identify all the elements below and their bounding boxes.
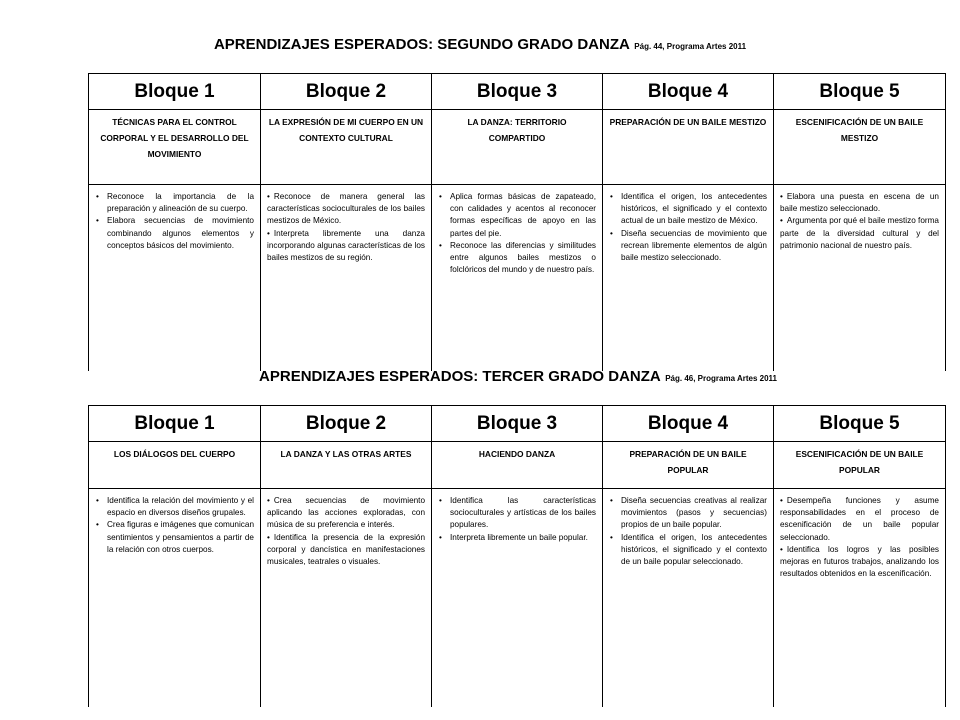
learning-outcome: Desempeña funciones y asume responsabilidades en el proceso de escenificación de un baile popular seleccionado.: [780, 496, 939, 542]
learning-outcome: • Identifica el origen, los antecedentes históricos, el significado y el contexto actual de un baile mestizo de México.: [621, 191, 767, 228]
learning-outcome: • Interpreta libremente un baile popular.: [450, 532, 596, 544]
table-tercer-grado: [88, 405, 946, 707]
bullet-icon: •: [267, 532, 270, 542]
block-heading: Bloque 4: [603, 74, 774, 110]
block-heading: Bloque 5: [774, 74, 946, 110]
learning-outcome: Interpreta libremente una danza incorporando algunas características de los bailes mestizos de su región.: [267, 228, 425, 263]
learning-outcome: • Aplica formas básicas de zapateado, con calidades y acentos al reconocer formas específicas de apoyo en las partes del pie.: [450, 191, 596, 240]
learning-outcome: • Identifica el origen, los antecedentes históricos, el significado y el contexto de un baile popular seleccionado.: [621, 532, 767, 569]
learning-outcome: • Crea figuras e imágenes que comunican sentimientos y pensamientos a partir de la relación con otros cuerpos.: [107, 519, 254, 556]
reference-tercer-grado: Pág. 46, Programa Artes 2011: [665, 374, 777, 383]
learning-outcomes-list: [95, 495, 254, 556]
learning-outcome: • Identifica las características socioculturales y artísticas de los bailes populares.: [450, 495, 596, 532]
block-heading: Bloque 2: [261, 406, 432, 442]
learning-outcome: • Identifica la relación del movimiento y el espacio en diversos diseños grupales.: [107, 495, 254, 519]
learning-outcome-paragraph: [267, 495, 425, 532]
reference-segundo-grado: Pág. 44, Programa Artes 2011: [634, 42, 747, 51]
learning-outcomes-cell: [89, 185, 261, 372]
block-heading: Bloque 1: [89, 406, 261, 442]
learning-outcomes-list: [609, 191, 767, 264]
block-theme: LA EXPRESIÓN DE MI CUERPO EN UN CONTEXTO CULTURAL: [261, 110, 432, 185]
learning-outcome-paragraph: [780, 191, 939, 215]
bullet-icon: •: [780, 192, 783, 201]
learning-outcomes-cell: [603, 185, 774, 372]
learning-outcome: • Diseña secuencias creativas al realizar movimientos (pasos y secuencias) propios de un baile popular.: [621, 495, 767, 532]
learning-outcomes-cell: [774, 185, 946, 372]
block-theme: ESCENIFICACIÓN DE UN BAILE MESTIZO: [774, 110, 946, 185]
block-header-row: [89, 74, 946, 110]
bullet-icon: •: [780, 544, 783, 554]
learning-outcome: Identifica los logros y las posibles mejoras en futuros trabajos, analizando los resultados obtenidos en la escenificación.: [780, 544, 939, 579]
block-theme: PREPARACIÓN DE UN BAILE POPULAR: [603, 442, 774, 489]
learning-outcome: • Reconoce la importancia de la preparación y alineación de su cuerpo.: [107, 191, 254, 215]
learning-outcomes-cell: [432, 489, 603, 708]
learning-outcome-paragraph: [780, 215, 939, 252]
bullet-icon: •: [267, 228, 270, 238]
block-theme: HACIENDO DANZA: [432, 442, 603, 489]
learning-outcome-paragraph: [267, 532, 425, 569]
block-heading: Bloque 4: [603, 406, 774, 442]
learning-outcomes-list: [438, 495, 596, 544]
bullet-icon: •: [780, 496, 783, 505]
learning-outcomes-row: [89, 185, 946, 372]
block-heading: Bloque 2: [261, 74, 432, 110]
block-header-row: [89, 406, 946, 442]
block-heading: Bloque 3: [432, 406, 603, 442]
learning-outcome: • Elabora secuencias de movimiento combinando algunos elementos y conceptos básicos del movimiento.: [107, 215, 254, 252]
block-theme: PREPARACIÓN DE UN BAILE MESTIZO: [603, 110, 774, 185]
learning-outcome: Identifica la presencia de la expresión corporal y dancística en manifestaciones musicales, teatrales o visuales.: [267, 532, 425, 567]
bullet-icon: •: [267, 496, 270, 505]
theme-row: [89, 110, 946, 185]
block-heading: Bloque 5: [774, 406, 946, 442]
learning-outcome-paragraph: [267, 191, 425, 228]
table-segundo-grado: [88, 73, 946, 371]
learning-outcomes-list: [438, 191, 596, 276]
learning-outcome-paragraph: [267, 228, 425, 265]
learning-outcome: Elabora una puesta en escena de un baile mestizo seleccionado.: [780, 192, 939, 214]
learning-outcome-paragraph: [780, 544, 939, 581]
learning-outcome: • Reconoce las diferencias y similitudes entre algunos bailes mestizos o folclóricos del mundo y de nuestro país.: [450, 240, 596, 277]
learning-outcomes-cell: [432, 185, 603, 372]
learning-outcomes-cell: [603, 489, 774, 708]
section-title-segundo-grado: [0, 36, 960, 54]
theme-row: [89, 442, 946, 489]
learning-outcomes-list: [95, 191, 254, 252]
learning-outcome: Crea secuencias de movimiento aplicando las acciones exploradas, con música de su preferencia e interés.: [267, 496, 425, 530]
title-segundo-grado: APRENDIZAJES ESPERADOS: SEGUNDO GRADO DANZA: [213, 36, 630, 53]
block-theme: ESCENIFICACIÓN DE UN BAILE POPULAR: [774, 442, 946, 489]
learning-outcome-paragraph: [780, 495, 939, 544]
learning-outcomes-cell: [261, 489, 432, 708]
learning-outcome: • Diseña secuencias de movimiento que recrean libremente elementos de algún baile mestizo seleccionado.: [621, 228, 767, 265]
block-theme: TÉCNICAS PARA EL CONTROL CORPORAL Y EL DESARROLLO DEL MOVIMIENTO: [89, 110, 261, 185]
learning-outcome: Argumenta por qué el baile mestizo forma parte de la diversidad cultural y del patrimonio nacional de nuestro país.: [780, 216, 939, 250]
learning-outcomes-list: [609, 495, 767, 568]
learning-outcomes-row: [89, 489, 946, 708]
learning-outcomes-cell: [261, 185, 432, 372]
bullet-icon: •: [780, 216, 783, 226]
learning-outcomes-cell: [774, 489, 946, 708]
section-title-tercer-grado: [38, 368, 960, 386]
bullet-icon: •: [267, 192, 270, 201]
block-theme: LOS DIÁLOGOS DEL CUERPO: [89, 442, 261, 489]
block-heading: Bloque 1: [89, 74, 261, 110]
block-heading: Bloque 3: [432, 74, 603, 110]
learning-outcomes-cell: [89, 489, 261, 708]
block-theme: LA DANZA: TERRITORIO COMPARTIDO: [432, 110, 603, 185]
title-tercer-grado: APRENDIZAJES ESPERADOS: TERCER GRADO DANZA: [259, 368, 661, 385]
learning-outcome: Reconoce de manera general las características socioculturales de los bailes mestizos de México.: [267, 192, 425, 226]
block-theme: LA DANZA Y LAS OTRAS ARTES: [261, 442, 432, 489]
